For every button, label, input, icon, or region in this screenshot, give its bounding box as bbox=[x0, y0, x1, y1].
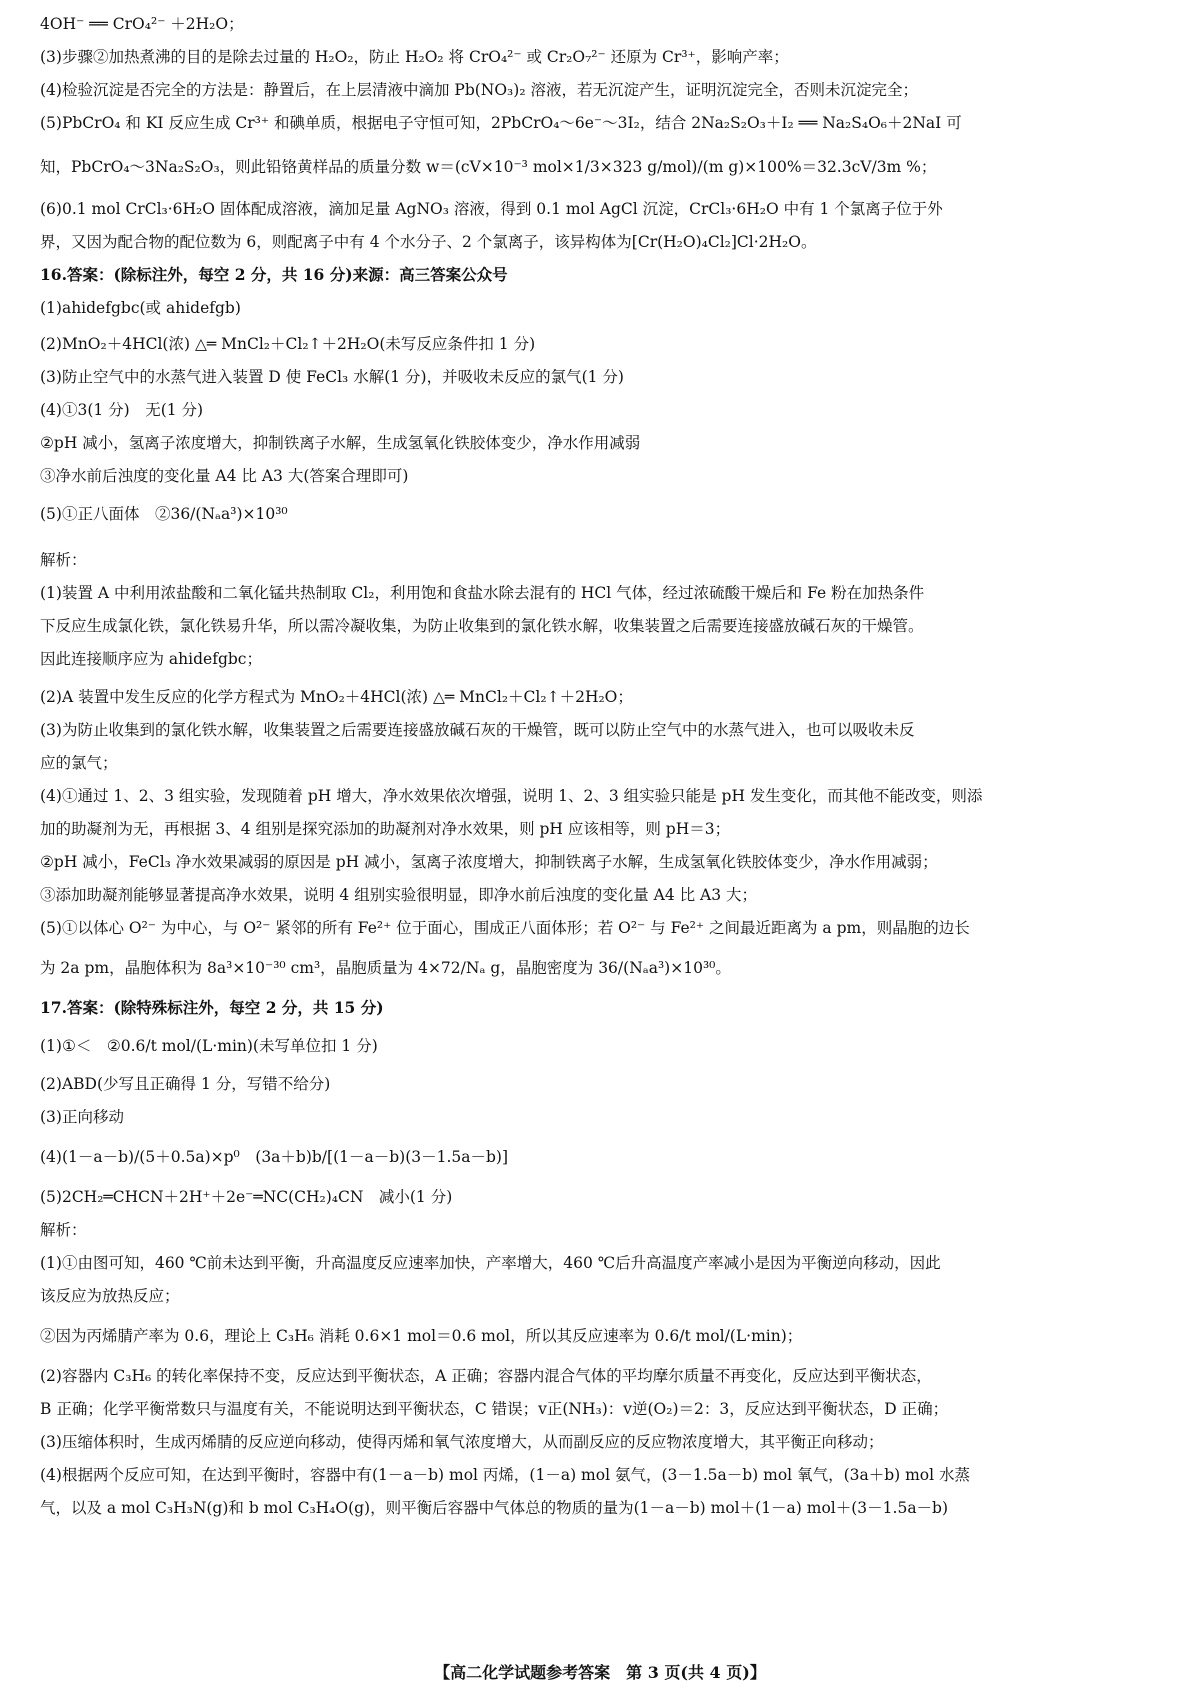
text-line: (2)容器内 C₃H₆ 的转化率保持不变，反应达到平衡状态，A 正确；容器内混合气体的平均摩尔质量不再变化，反应达到平衡状态， bbox=[40, 1367, 932, 1385]
text-line: (1)①由图可知，460 ℃前未达到平衡，升高温度反应速率加快，产率增大，460 ℃后升高温度产率减小是因为平衡逆向移动，因此 bbox=[40, 1254, 941, 1272]
text-line: 界，又因为配合物的配位数为 6，则配离子中有 4 个水分子、2 个氯离子，该异构体为[Cr(H₂O)₄Cl₂]Cl·2H₂O。 bbox=[40, 233, 817, 251]
text-line: (4)根据两个反应可知，在达到平衡时，容器中有(1－a－b) mol 丙烯，(1－a) mol 氨气，(3－1.5a－b) mol 氧气，(3a＋b) mol 水蒸 bbox=[40, 1466, 971, 1484]
text-line: (5)①正八面体 ②36/(Nₐa³)×10³⁰ bbox=[40, 505, 288, 523]
text-line: (6)0.1 mol CrCl₃·6H₂O 固体配成溶液，滴加足量 AgNO₃ 溶液，得到 0.1 mol AgCl 沉淀，CrCl₃·6H₂O 中有 1 个氯离子位于外 bbox=[40, 200, 943, 218]
text-line: (4)①通过 1、2、3 组实验，发现随着 pH 增大，净水效果依次增强，说明 1、2、3 组实验只能是 pH 发生变化，而其他不能改变，则添 bbox=[40, 787, 983, 805]
text-line: (3)步骤②加热煮沸的目的是除去过量的 H₂O₂，防止 H₂O₂ 将 CrO₄²⁻ 或 Cr₂O₇²⁻ 还原为 Cr³⁺，影响产率； bbox=[40, 48, 789, 66]
q16-answer-heading: 16.答案：(除标注外，每空 2 分，共 16 分)来源：高三答案公众号 bbox=[40, 265, 508, 284]
text-line: ②pH 减小，氢离子浓度增大，抑制铁离子水解，生成氢氧化铁胶体变少，净水作用减弱 bbox=[40, 434, 641, 452]
text-line: 应的氯气； bbox=[40, 754, 118, 772]
text-line: (5)①以体心 O²⁻ 为中心，与 O²⁻ 紧邻的所有 Fe²⁺ 位于面心，围成正八面体形；若 O²⁻ 与 Fe²⁺ 之间最近距离为 a pm，则晶胞的边长 bbox=[40, 919, 970, 937]
text-line: 4OH⁻ ══ CrO₄²⁻ ＋2H₂O； bbox=[40, 15, 244, 33]
text-line: (1)装置 A 中利用浓盐酸和二氧化锰共热制取 Cl₂，利用饱和食盐水除去混有的 HCl 气体，经过浓硫酸干燥后和 Fe 粉在加热条件 bbox=[40, 584, 925, 602]
text-line: (3)正向移动 bbox=[40, 1108, 124, 1126]
text-line: ②因为丙烯腈产率为 0.6，理论上 C₃H₆ 消耗 0.6×1 mol＝0.6 mol，所以其反应速率为 0.6/t mol/(L·min)； bbox=[40, 1327, 803, 1345]
text-line: (3)为防止收集到的氯化铁水解，收集装置之后需要连接盛放碱石灰的干燥管，既可以防止空气中的水蒸气进入，也可以吸收未反 bbox=[40, 721, 915, 739]
text-line: ③添加助凝剂能够显著提高净水效果，说明 4 组别实验很明显，即净水前后浊度的变化量 A4 比 A3 大； bbox=[40, 886, 758, 904]
text-line: 下反应生成氯化铁，氯化铁易升华，所以需冷凝收集，为防止收集到的氯化铁水解，收集装置之后需要连接盛放碱石灰的干燥管。 bbox=[40, 617, 924, 635]
text-line: (5)PbCrO₄ 和 KI 反应生成 Cr³⁺ 和碘单质，根据电子守恒可知，2PbCrO₄～6e⁻～3I₂，结合 2Na₂S₂O₃＋I₂ ══ Na₂S₄O₆＋2NaI 可 bbox=[40, 114, 962, 132]
text-line: 加的助凝剂为无，再根据 3、4 组别是探究添加的助凝剂对净水效果，则 pH 应该相等，则 pH＝3； bbox=[40, 820, 731, 838]
page-footer: 【高二化学试题参考答案 第 3 页(共 4 页)】 bbox=[434, 1663, 766, 1682]
text-line: (5)2CH₂═CHCN＋2H⁺＋2e⁻═NC(CH₂)₄CN 减小(1 分) bbox=[40, 1188, 453, 1206]
text-line: 知，PbCrO₄～3Na₂S₂O₃，则此铅铬黄样品的质量分数 w＝(cV×10⁻³ mol×1/3×323 g/mol)/(m g)×100%＝32.3cV/3m %； bbox=[40, 158, 937, 176]
text-line: (1)①＜ ②0.6/t mol/(L·min)(未写单位扣 1 分) bbox=[40, 1037, 378, 1055]
text-line: B 正确；化学平衡常数只与温度有关，不能说明达到平衡状态，C 错误；v正(NH₃)：v逆(O₂)＝2：3，反应达到平衡状态，D 正确； bbox=[40, 1400, 949, 1418]
text-line: ③净水前后浊度的变化量 A4 比 A3 大(答案合理即可) bbox=[40, 467, 409, 485]
text-line: (4)①3(1 分) 无(1 分) bbox=[40, 401, 204, 419]
text-line: 为 2a pm，晶胞体积为 8a³×10⁻³⁰ cm³，晶胞质量为 4×72/Nₐ g，晶胞密度为 36/(Nₐa³)×10³⁰。 bbox=[40, 959, 731, 977]
text-line: 该反应为放热反应； bbox=[40, 1287, 180, 1305]
text-line: (3)防止空气中的水蒸气进入装置 D 使 FeCl₃ 水解(1 分)，并吸收未反应的氯气(1 分) bbox=[40, 368, 624, 386]
text-line: ②pH 减小，FeCl₃ 净水效果减弱的原因是 pH 减小，氢离子浓度增大，抑制铁离子水解，生成氢氧化铁胶体变少，净水作用减弱； bbox=[40, 853, 938, 871]
analysis-label: 解析： bbox=[40, 1221, 87, 1239]
q17-answer-heading: 17.答案：(除特殊标注外，每空 2 分，共 15 分) bbox=[40, 998, 384, 1017]
text-line: (2)A 装置中发生反应的化学方程式为 MnO₂＋4HCl(浓) △═ MnCl₂＋Cl₂↑＋2H₂O； bbox=[40, 688, 633, 706]
answer-text-body bbox=[40, 10, 1160, 1531]
text-line: (2)MnO₂＋4HCl(浓) △═ MnCl₂＋Cl₂↑＋2H₂O(未写反应条件扣 1 分) bbox=[40, 335, 536, 353]
text-line: 气，以及 a mol C₃H₃N(g)和 b mol C₃H₄O(g)，则平衡后容器中气体总的物质的量为(1－a－b) mol＋(1－a) mol＋(3－1.5a－b) bbox=[40, 1499, 949, 1517]
text-line: (1)ahidefgbc(或 ahidefgb) bbox=[40, 299, 241, 317]
text-line: (2)ABD(少写且正确得 1 分，写错不给分) bbox=[40, 1075, 331, 1093]
text-line: (3)压缩体积时，生成丙烯腈的反应逆向移动，使得丙烯和氧气浓度增大，从而副反应的反应物浓度增大，其平衡正向移动； bbox=[40, 1433, 884, 1451]
text-line: 因此连接顺序应为 ahidefgbc； bbox=[40, 650, 262, 668]
text-line: (4)检验沉淀是否完全的方法是：静置后，在上层清液中滴加 Pb(NO₃)₂ 溶液，若无沉淀产生，证明沉淀完全，否则未沉淀完全； bbox=[40, 81, 918, 99]
text-line: (4)(1－a－b)/(5＋0.5a)×p⁰ (3a＋b)b/[(1－a－b)(3－1.5a－b)] bbox=[40, 1148, 509, 1166]
analysis-label: 解析： bbox=[40, 551, 87, 569]
